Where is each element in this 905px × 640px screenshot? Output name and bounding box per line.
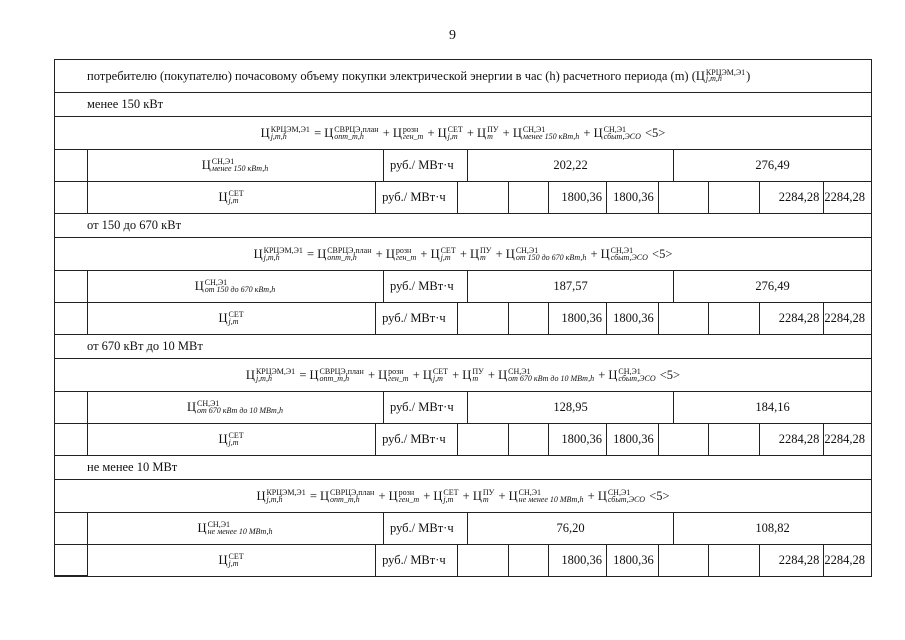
table-row	[54, 545, 872, 577]
value-cell: 2284,28	[759, 303, 823, 334]
unit-cell: руб./ МВт·ч	[375, 182, 457, 213]
value-cell: 1800,36	[606, 424, 658, 455]
section-title-row	[54, 456, 872, 480]
divider	[55, 575, 87, 576]
section-title: менее 150 кВт	[87, 97, 164, 111]
table-row	[54, 513, 872, 545]
empty-cell	[708, 182, 759, 213]
row-name: Ц СН,Э1 не менее 10 МВт,h	[87, 513, 383, 544]
empty-cell	[457, 303, 508, 334]
value-cell: 2284,28	[759, 545, 823, 576]
value-cell: 2284,28	[759, 424, 823, 455]
section-title-row	[54, 93, 872, 117]
formula: Ц КРЦЭМ,Э1 j,m,h = Ц СВРЦЭ,план опт_m,h + Ц розн ген_m + Ц СЕТ j,m + Ц ПУ m + Ц СН,Э1 менее 150 кВт,h + Ц СН,Э1 сбыт,ЭСО <5>	[260, 124, 666, 141]
empty-cell	[708, 424, 759, 455]
value-cell: 276,49	[673, 150, 871, 181]
empty-cell	[508, 424, 548, 455]
empty-cell	[508, 545, 548, 576]
empty-cell	[708, 303, 759, 334]
section-title: от 150 до 670 кВт	[87, 218, 182, 232]
row-name: Ц СН,Э1 от 150 до 670 кВт,h	[87, 271, 383, 302]
header-sub: j,m,h	[705, 74, 722, 83]
formula-row	[54, 117, 872, 150]
value-cell: 1800,36	[606, 303, 658, 334]
value-cell: 2284,28	[823, 182, 871, 213]
table-row	[54, 303, 872, 335]
empty-cell	[457, 424, 508, 455]
value-cell: 276,49	[673, 271, 871, 302]
unit-cell: руб./ МВт·ч	[375, 303, 457, 334]
value-cell: 2284,28	[759, 182, 823, 213]
value-cell: 108,82	[673, 513, 871, 544]
row-name: Ц СН,Э1 менее 150 кВт,h	[87, 150, 383, 181]
value-cell: 1800,36	[548, 182, 607, 213]
value-cell: 76,20	[467, 513, 673, 544]
section-title-row	[54, 335, 872, 359]
table-row	[54, 424, 872, 456]
row-name: Ц СЕТ j,m	[87, 303, 375, 334]
empty-cell	[658, 424, 709, 455]
empty-cell	[658, 303, 709, 334]
section-title-row	[54, 214, 872, 238]
unit-cell: руб./ МВт·ч	[383, 513, 467, 544]
empty-cell	[708, 545, 759, 576]
section-title: не менее 10 МВт	[87, 460, 178, 474]
formula: Ц КРЦЭМ,Э1 j,m,h = Ц СВРЦЭ,план опт_m,h + Ц розн ген_m + Ц СЕТ j,m + Ц ПУ m + Ц СН,Э1 не менее 10 МВт,h + Ц СН,Э1 сбыт,ЭСО <5>	[256, 487, 670, 504]
header-close: )	[746, 68, 751, 83]
formula: Ц КРЦЭМ,Э1 j,m,h = Ц СВРЦЭ,план опт_m,h + Ц розн ген_m + Ц СЕТ j,m + Ц ПУ m + Ц СН,Э1 от 670 кВт до 10 МВт,h + Ц СН,Э1 сбыт,ЭСО <5>	[245, 366, 681, 383]
unit-cell: руб./ МВт·ч	[383, 392, 467, 423]
empty-cell	[508, 182, 548, 213]
table-row	[54, 150, 872, 182]
unit-cell: руб./ МВт·ч	[383, 150, 467, 181]
unit-cell: руб./ МВт·ч	[375, 545, 457, 576]
value-cell: 187,57	[467, 271, 673, 302]
table-row	[54, 271, 872, 303]
sections-container	[54, 93, 872, 577]
value-cell: 2284,28	[823, 545, 871, 576]
header-sup: КРЦЭМ,Э1	[705, 67, 746, 77]
value-cell: 184,16	[673, 392, 871, 423]
page-number: 9	[449, 28, 456, 43]
value-cell: 1800,36	[548, 545, 607, 576]
empty-cell	[508, 303, 548, 334]
value-cell: 1800,36	[548, 303, 607, 334]
table-header-row	[54, 59, 872, 93]
row-name: Ц СЕТ j,m	[87, 424, 375, 455]
header-text: потребителю (покупателю) почасовому объему покупки электрической энергии в час (h) расчетного периода (m) (Ц	[87, 68, 705, 83]
tariff-table	[54, 59, 872, 577]
empty-cell	[658, 182, 709, 213]
formula-row	[54, 359, 872, 392]
value-cell: 2284,28	[823, 303, 871, 334]
row-name: Ц СЕТ j,m	[87, 182, 375, 213]
value-cell: 128,95	[467, 392, 673, 423]
empty-cell	[457, 182, 508, 213]
formula-row	[54, 480, 872, 513]
value-cell: 202,22	[467, 150, 673, 181]
table-row	[54, 182, 872, 214]
formula-row	[54, 238, 872, 271]
value-cell: 1800,36	[548, 424, 607, 455]
table-row	[54, 392, 872, 424]
section-title: от 670 кВт до 10 МВт	[87, 339, 203, 353]
unit-cell: руб./ МВт·ч	[375, 424, 457, 455]
formula: Ц КРЦЭМ,Э1 j,m,h = Ц СВРЦЭ,план опт_m,h + Ц розн ген_m + Ц СЕТ j,m + Ц ПУ m + Ц СН,Э1 от 150 до 670 кВт,h + Ц СН,Э1 сбыт,ЭСО <5>	[253, 245, 673, 262]
value-cell: 1800,36	[606, 182, 658, 213]
empty-cell	[457, 545, 508, 576]
row-name: Ц СЕТ j,m	[87, 545, 375, 576]
value-cell: 2284,28	[823, 424, 871, 455]
row-name: Ц СН,Э1 от 670 кВт до 10 МВт,h	[87, 392, 383, 423]
empty-cell	[658, 545, 709, 576]
value-cell: 1800,36	[606, 545, 658, 576]
unit-cell: руб./ МВт·ч	[383, 271, 467, 302]
